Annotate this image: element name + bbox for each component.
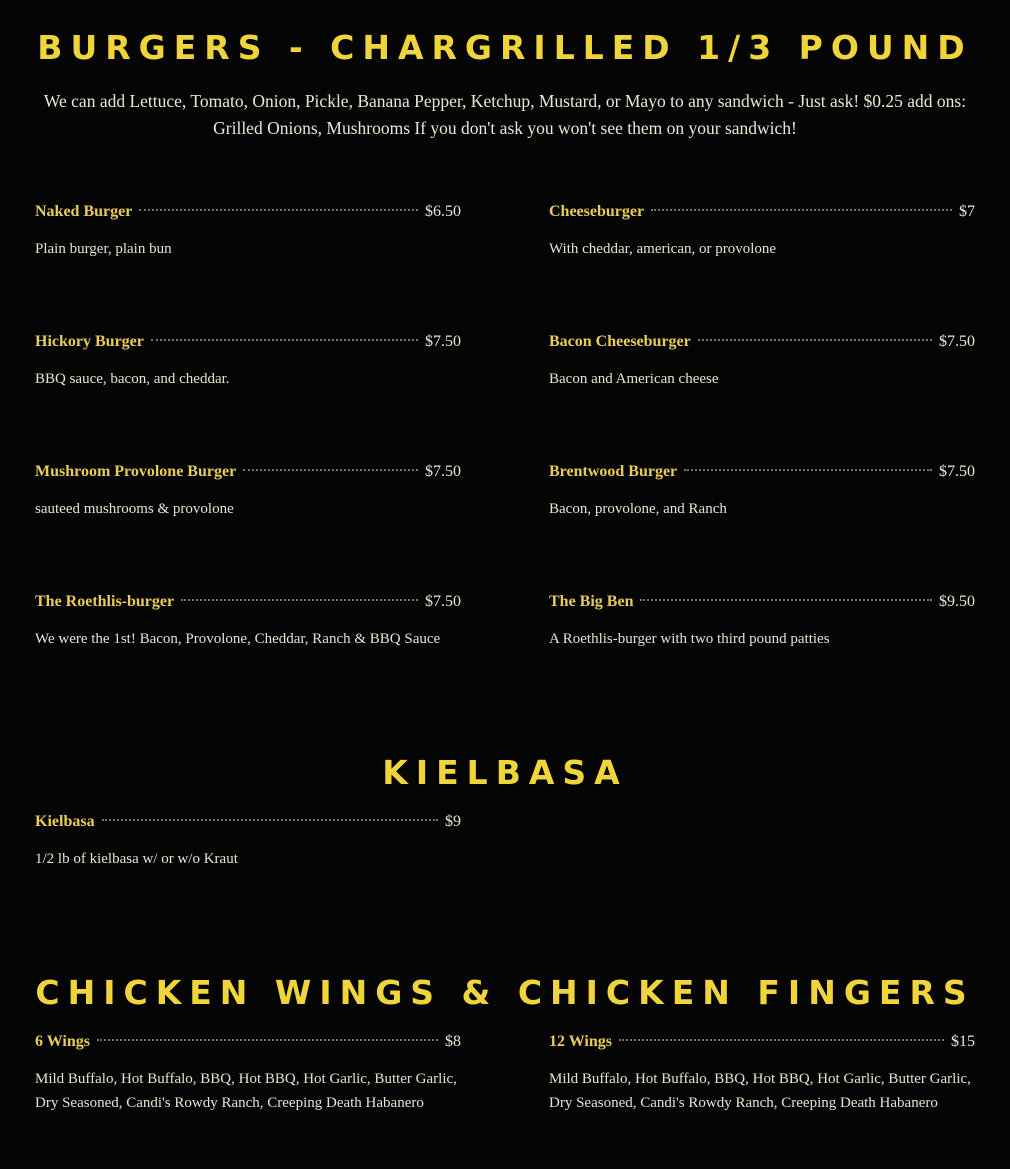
menu-item-header bbox=[549, 461, 975, 483]
menu-item bbox=[549, 331, 975, 391]
menu-item bbox=[35, 201, 461, 261]
menu-item-description: A Roethlis-burger with two third pound patties bbox=[549, 631, 830, 647]
dotted-leader bbox=[640, 599, 932, 601]
burgers-section-title: BURGERS - CHARGRILLED 1/3 POUND bbox=[37, 28, 973, 67]
menu-item-price: $7.50 bbox=[425, 463, 461, 480]
menu-item-description: We were the 1st! Bacon, Provolone, Cheddar, Ranch & BBQ Sauce bbox=[35, 631, 441, 647]
dotted-leader bbox=[619, 1039, 944, 1041]
dotted-leader bbox=[151, 339, 418, 341]
dotted-leader bbox=[181, 599, 418, 601]
menu-item bbox=[35, 331, 461, 391]
dotted-leader bbox=[684, 469, 932, 471]
dotted-leader bbox=[139, 209, 418, 211]
menu-item-name: Brentwood Burger bbox=[549, 463, 678, 480]
kielbasa-section-title: KIELBASA bbox=[382, 753, 628, 792]
burgers-intro-text: We can add Lettuce, Tomato, Onion, Pickle, Banana Pepper, Ketchup, Mustard, or Mayo to any sandwich - Just ask! $0.25 add ons: Grilled Onions, Mushrooms If you don't ask you won't see them on your sandwich! bbox=[43, 91, 967, 138]
menu-item-description: Mild Buffalo, Hot Buffalo, BBQ, Hot BBQ, Hot Garlic, Butter Garlic, Dry Seasoned, Candi's Rowdy Ranch, Creeping Death Habanero bbox=[35, 1071, 457, 1111]
menu-item-price: $7.50 bbox=[425, 333, 461, 350]
menu-item-price: $8 bbox=[445, 1033, 461, 1050]
menu-item bbox=[549, 1031, 975, 1115]
menu-item-description: Bacon and American cheese bbox=[549, 371, 719, 387]
wings-section-title: CHICKEN WINGS & CHICKEN FINGERS bbox=[35, 973, 975, 1012]
menu-item-name: Kielbasa bbox=[35, 813, 95, 830]
menu-item-description: Mild Buffalo, Hot Buffalo, BBQ, Hot BBQ, Hot Garlic, Butter Garlic, Dry Seasoned, Candi's Rowdy Ranch, Creeping Death Habanero bbox=[549, 1071, 971, 1111]
menu-item-header bbox=[549, 201, 975, 223]
menu-item bbox=[35, 591, 461, 651]
menu-item-name: Bacon Cheeseburger bbox=[549, 333, 691, 350]
menu-item-header bbox=[549, 1031, 975, 1053]
dotted-leader bbox=[651, 209, 952, 211]
menu-item-price: $7 bbox=[959, 203, 975, 220]
menu-item bbox=[549, 591, 975, 651]
menu-item bbox=[549, 461, 975, 521]
menu-item-name: Hickory Burger bbox=[35, 333, 144, 350]
menu-item-header bbox=[35, 1031, 461, 1053]
menu-item-header bbox=[35, 461, 461, 483]
menu-item-header bbox=[35, 331, 461, 353]
menu-item-header bbox=[35, 201, 461, 223]
menu-item bbox=[35, 461, 461, 521]
menu-item-header bbox=[549, 331, 975, 353]
menu-item-name: The Big Ben bbox=[549, 593, 634, 610]
menu-item-description: 1/2 lb of kielbasa w/ or w/o Kraut bbox=[35, 851, 238, 867]
menu-item-name: Naked Burger bbox=[35, 203, 133, 220]
dotted-leader bbox=[97, 1039, 438, 1041]
menu-item bbox=[35, 1031, 461, 1115]
menu-item-price: $7.50 bbox=[939, 333, 975, 350]
menu-item-price: $9 bbox=[445, 813, 461, 830]
menu-item bbox=[549, 201, 975, 261]
menu-item-name: 6 Wings bbox=[35, 1033, 90, 1050]
menu-item-name: Mushroom Provolone Burger bbox=[35, 463, 237, 480]
menu-item-name: 12 Wings bbox=[549, 1033, 612, 1050]
menu-item bbox=[35, 811, 461, 871]
menu-item-price: $6.50 bbox=[425, 203, 461, 220]
dotted-leader bbox=[243, 469, 418, 471]
menu-item-price: $7.50 bbox=[425, 593, 461, 610]
menu-item-price: $15 bbox=[951, 1033, 975, 1050]
menu-item-description: Plain burger, plain bun bbox=[35, 241, 172, 257]
dotted-leader bbox=[698, 339, 932, 341]
menu-item-header bbox=[549, 591, 975, 613]
menu-item-description: With cheddar, american, or provolone bbox=[549, 241, 777, 257]
dotted-leader bbox=[102, 819, 438, 821]
menu-item-header bbox=[35, 811, 461, 833]
menu-item-name: Cheeseburger bbox=[549, 203, 645, 220]
menu-item-price: $7.50 bbox=[939, 463, 975, 480]
menu-item-description: BBQ sauce, bacon, and cheddar. bbox=[35, 371, 230, 387]
menu-item-description: sauteed mushrooms & provolone bbox=[35, 501, 234, 517]
menu-item-header bbox=[35, 591, 461, 613]
menu-item-price: $9.50 bbox=[939, 593, 975, 610]
menu-item-name: The Roethlis-burger bbox=[35, 593, 175, 610]
menu-item-description: Bacon, provolone, and Ranch bbox=[549, 501, 727, 517]
